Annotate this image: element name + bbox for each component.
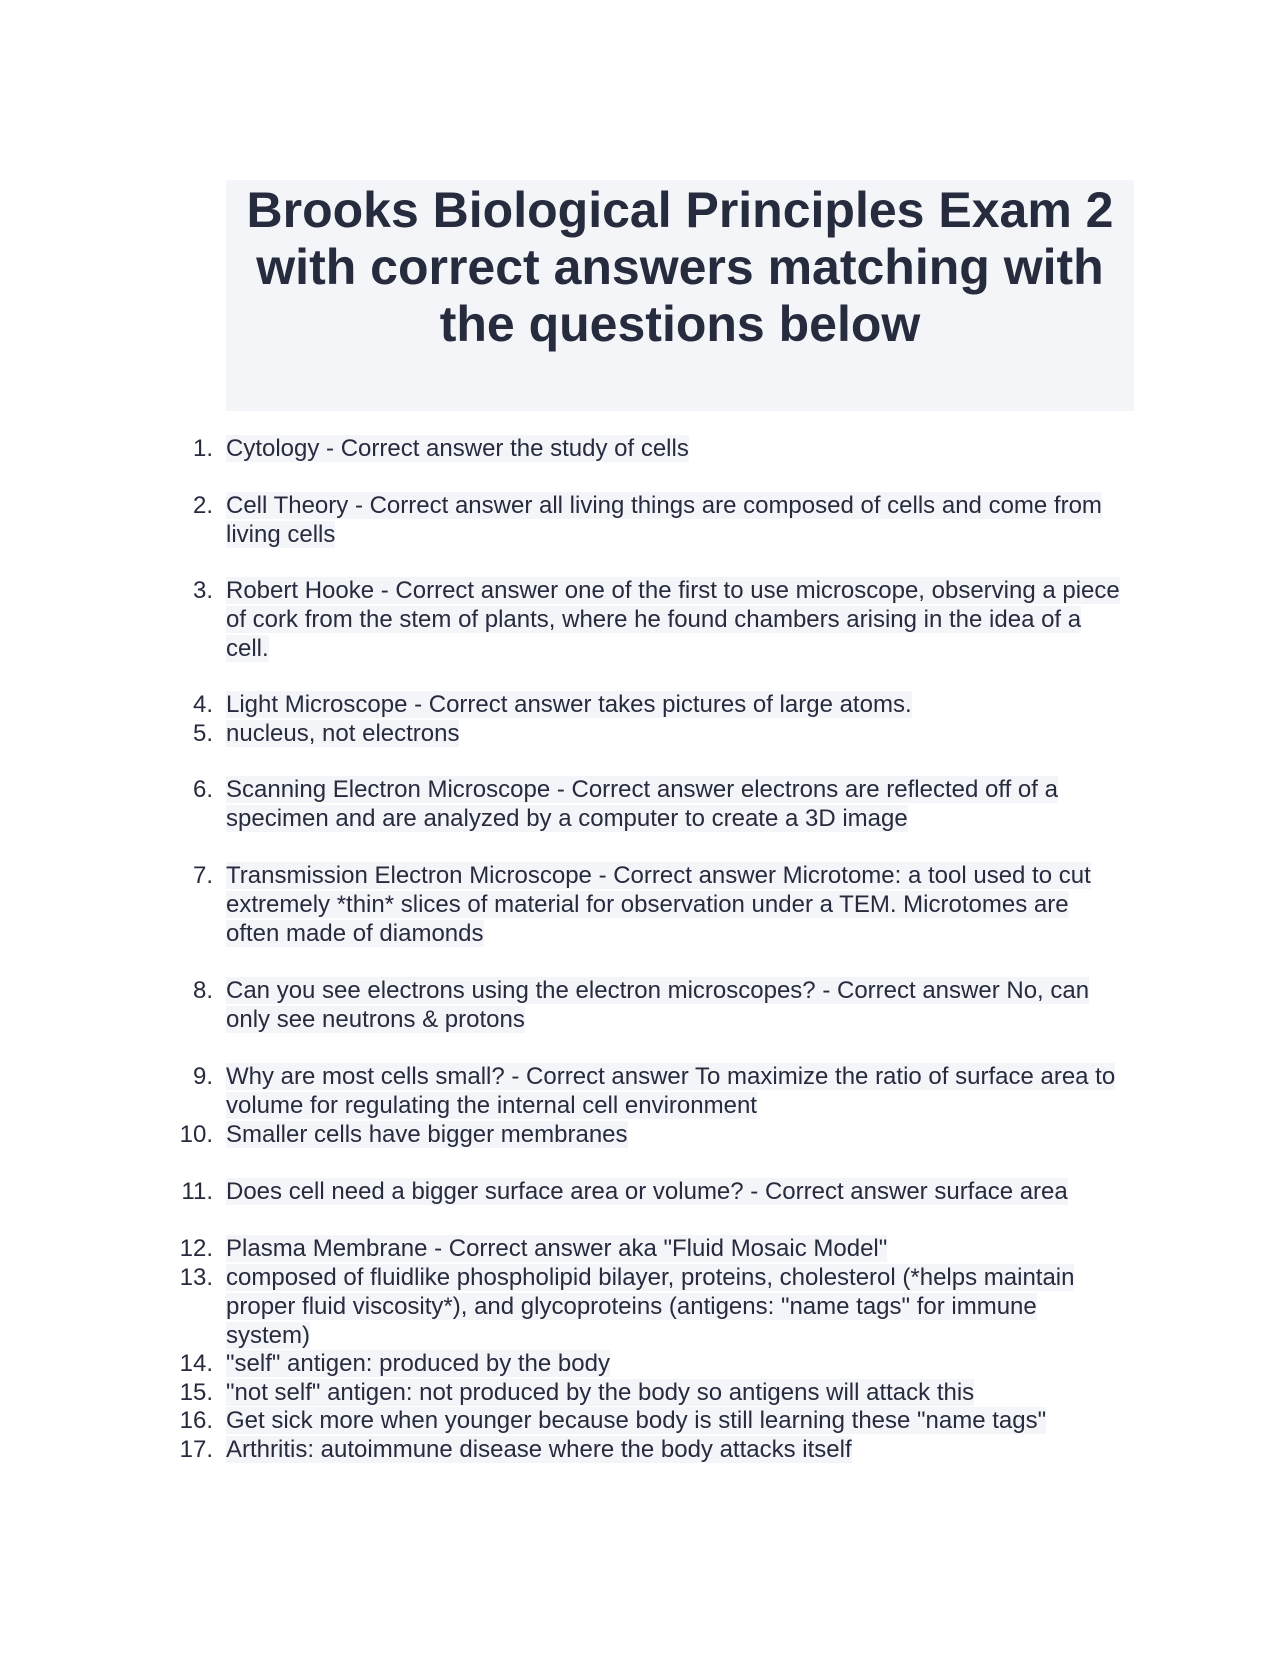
- item-number: 8.: [192, 977, 213, 1004]
- title-box: [226, 180, 1134, 411]
- item-number: 17.: [179, 1436, 213, 1463]
- item-number: 9.: [192, 1063, 213, 1090]
- item-text: Does cell need a bigger surface area or volume? - Correct answer surface area: [226, 1178, 1068, 1205]
- item-text: Can you see electrons using the electron microscopes? - Correct answer No, can only see neutrons & protons: [226, 977, 1090, 1033]
- item-number: 3.: [192, 577, 213, 604]
- item-number: 14.: [179, 1350, 213, 1377]
- item-text: Plasma Membrane - Correct answer aka "Fluid Mosaic Model": [226, 1235, 888, 1262]
- item-text: Cell Theory - Correct answer all living things are composed of cells and come from living cells: [226, 492, 1102, 548]
- item-number: 5.: [192, 720, 213, 747]
- item-number: 15.: [179, 1379, 213, 1406]
- item-number: 7.: [192, 862, 213, 889]
- item-number: 13.: [179, 1264, 213, 1291]
- item-number: 4.: [192, 691, 213, 718]
- item-text: Get sick more when younger because body is still learning these "name tags": [226, 1407, 1047, 1434]
- item-text: "not self" antigen: not produced by the body so antigens will attack this: [226, 1379, 975, 1406]
- item-text: Arthritis: autoimmune disease where the body attacks itself: [226, 1436, 852, 1463]
- document-title: Brooks Biological Principles Exam 2 with correct answers matching with the questions below: [246, 182, 1114, 352]
- item-number: 16.: [179, 1407, 213, 1434]
- item-number: 2.: [192, 492, 213, 519]
- item-text: Why are most cells small? - Correct answer To maximize the ratio of surface area to volume for regulating the internal cell environment: [226, 1063, 1116, 1119]
- item-text: composed of fluidlike phospholipid bilayer, proteins, cholesterol (*helps maintain proper fluid viscosity*), and glycoproteins (antigens: "name tags" for immune system): [226, 1264, 1075, 1349]
- item-text: nucleus, not electrons: [226, 720, 460, 747]
- item-number: 10.: [179, 1121, 213, 1148]
- item-text: Smaller cells have bigger membranes: [226, 1121, 628, 1148]
- item-number: 1.: [192, 435, 213, 462]
- item-number: 6.: [192, 776, 213, 803]
- item-text: Scanning Electron Microscope - Correct answer electrons are reflected off of a specimen and are analyzed by a computer to create a 3D image: [226, 776, 1058, 832]
- item-number: 11.: [181, 1178, 213, 1205]
- item-text: Transmission Electron Microscope - Correct answer Microtome: a tool used to cut extremely *thin* slices of material for observation under a TEM. Microtomes are often made of diamonds: [226, 862, 1091, 947]
- item-text: Robert Hooke - Correct answer one of the first to use microscope, observing a piece of cork from the stem of plants, where he found chambers arising in the idea of a cell.: [226, 577, 1120, 662]
- item-text: Cytology - Correct answer the study of cells: [226, 435, 689, 462]
- item-text: Light Microscope - Correct answer takes pictures of large atoms.: [226, 691, 912, 718]
- item-text: "self" antigen: produced by the body: [226, 1350, 610, 1377]
- item-number: 12.: [179, 1235, 213, 1262]
